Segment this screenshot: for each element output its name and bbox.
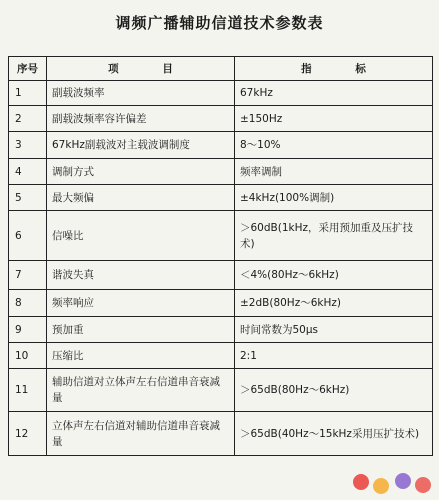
cell-spec: 67kHz (235, 81, 433, 106)
cell-item: 调制方式 (47, 159, 235, 185)
cell-seq: 9 (9, 317, 47, 343)
table-row (9, 81, 433, 106)
cell-seq: 10 (9, 343, 47, 369)
table-row (9, 132, 433, 159)
table-row (9, 317, 433, 343)
cell-seq: 2 (9, 106, 47, 132)
cell-seq: 5 (9, 185, 47, 211)
cell-spec: ±150Hz (235, 106, 433, 132)
cell-seq: 12 (9, 412, 47, 456)
cell-item: 信噪比 (47, 211, 235, 261)
cell-spec: 时间常数为50μs (235, 317, 433, 343)
cell-item: 预加重 (47, 317, 235, 343)
cell-item: 立体声左右信道对辅助信道串音衰减量 (47, 412, 235, 456)
cell-spec: 频率调制 (235, 159, 433, 185)
cell-seq: 8 (9, 290, 47, 317)
cell-spec: ±2dB(80Hz～6kHz) (235, 290, 433, 317)
cell-item: 频率响应 (47, 290, 235, 317)
cell-spec: ＞65dB(80Hz～6kHz) (235, 369, 433, 412)
cell-spec: ±4kHz(100%调制) (235, 185, 433, 211)
cell-seq: 11 (9, 369, 47, 412)
cell-spec: ＞60dB(1kHz，采用预加重及压扩技术) (235, 211, 433, 261)
cell-seq: 7 (9, 261, 47, 290)
cell-item: 副载波频率容许偏差 (47, 106, 235, 132)
table-row (9, 290, 433, 317)
table-row (9, 106, 433, 132)
cell-seq: 4 (9, 159, 47, 185)
cell-item: 67kHz副载波对主载波调制度 (47, 132, 235, 159)
cell-spec: 8～10% (235, 132, 433, 159)
table-row (9, 412, 433, 456)
page-title: 调频广播辅助信道技术参数表 (115, 14, 324, 32)
header-item: 项 目 (47, 57, 235, 81)
table-row (9, 159, 433, 185)
cell-seq: 6 (9, 211, 47, 261)
cell-spec: ＞65dB(40Hz～15kHz采用压扩技术) (235, 412, 433, 456)
header-seq: 序号 (9, 57, 47, 81)
table-row (9, 261, 433, 290)
cell-spec: 2:1 (235, 343, 433, 369)
cell-seq: 1 (9, 81, 47, 106)
table-row (9, 369, 433, 412)
cell-item: 辅助信道对立体声左右信道串音衰减量 (47, 369, 235, 412)
table-header-row (9, 57, 433, 81)
table-row (9, 343, 433, 369)
cell-item: 谐波失真 (47, 261, 235, 290)
cell-seq: 3 (9, 132, 47, 159)
parameter-table (8, 56, 433, 456)
cell-item: 压缩比 (47, 343, 235, 369)
table-row (9, 185, 433, 211)
header-spec: 指 标 (235, 57, 433, 81)
cell-item: 副载波频率 (47, 81, 235, 106)
table-row (9, 211, 433, 261)
cell-item: 最大频偏 (47, 185, 235, 211)
cell-spec: ＜4%(80Hz～6kHz) (235, 261, 433, 290)
watermark-logo (351, 468, 435, 498)
